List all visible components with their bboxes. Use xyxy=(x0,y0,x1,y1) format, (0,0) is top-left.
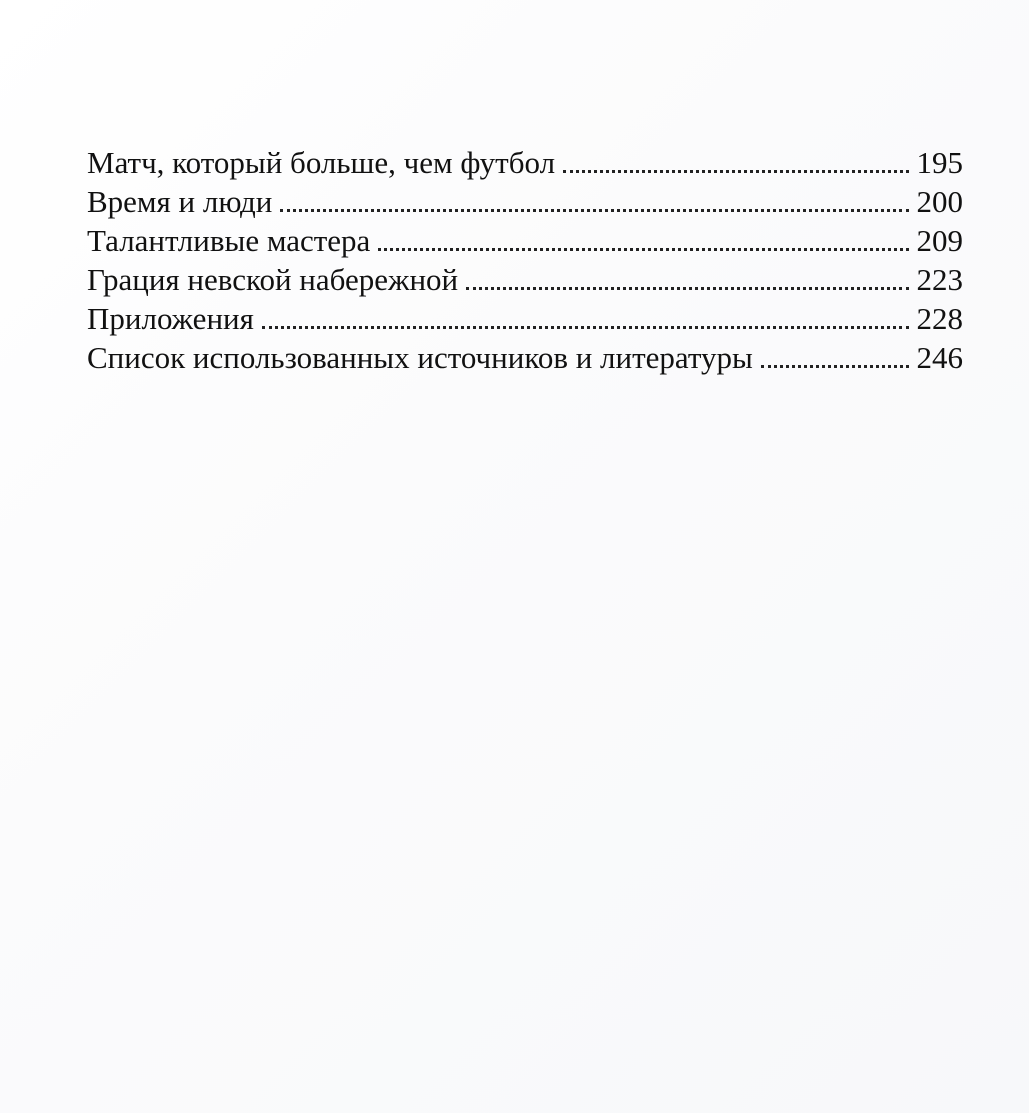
table-of-contents xyxy=(87,143,963,377)
toc-dot-leader xyxy=(262,326,909,329)
toc-entry xyxy=(87,182,963,221)
toc-entry xyxy=(87,143,963,182)
toc-entry-title: Грация невской набережной xyxy=(87,262,459,297)
toc-entry-page: 223 xyxy=(916,262,963,297)
toc-dot-leader xyxy=(761,365,909,368)
toc-entry-title: Матч, который больше, чем футбол xyxy=(87,145,556,180)
toc-dot-leader xyxy=(378,248,908,251)
toc-entry xyxy=(87,338,963,377)
toc-entry-title: Приложения xyxy=(87,301,254,336)
toc-entry-page: 209 xyxy=(916,223,963,258)
toc-dot-leader xyxy=(563,170,908,173)
toc-entry-page: 228 xyxy=(916,301,963,336)
toc-entry-page: 200 xyxy=(916,184,963,219)
toc-dot-leader xyxy=(466,287,908,290)
toc-dot-leader xyxy=(280,209,908,212)
toc-entry xyxy=(87,260,963,299)
toc-entry-page: 195 xyxy=(916,145,963,180)
toc-entry-page: 246 xyxy=(916,340,963,375)
toc-entry xyxy=(87,221,963,260)
toc-entry-title: Время и люди xyxy=(87,184,273,219)
toc-entry xyxy=(87,299,963,338)
toc-entry-title: Талантливые мастера xyxy=(87,223,371,258)
toc-entry-title: Список использованных источников и литературы xyxy=(87,340,753,375)
